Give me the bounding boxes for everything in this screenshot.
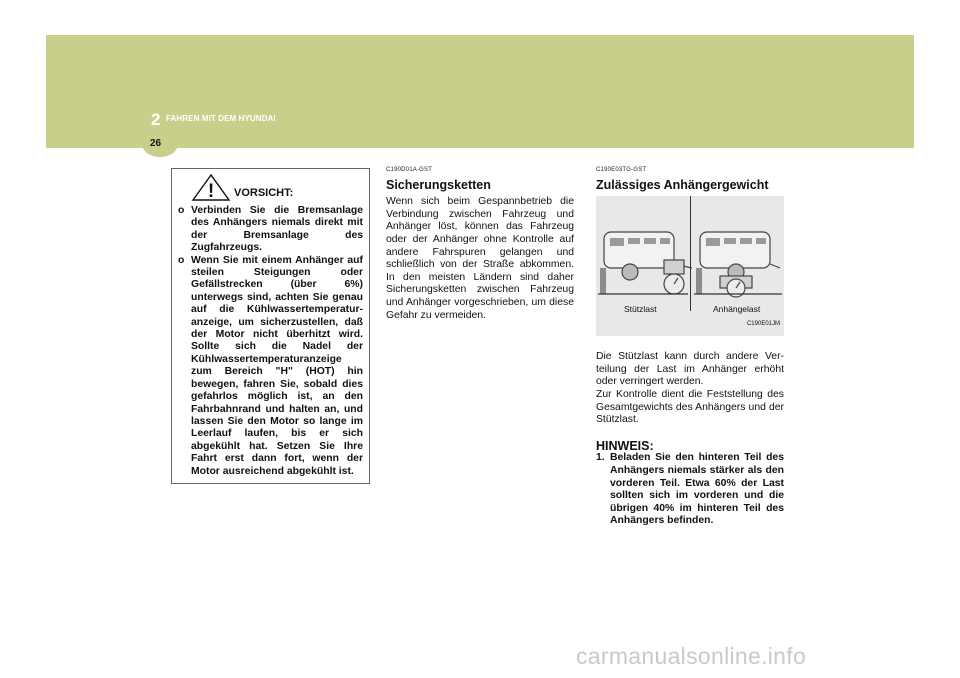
figure-code: C190E01JM [746, 320, 780, 327]
note-list [596, 452, 784, 528]
trailer-load-illustration [596, 196, 784, 336]
figure-divider [690, 196, 691, 311]
warning-header [178, 175, 363, 205]
warning-item [178, 205, 363, 255]
trailer-weight-label: Anhängelast [713, 304, 761, 315]
section-title: Sicherungsketten [386, 177, 491, 192]
warning-bullet: o [178, 254, 185, 266]
warning-symbol: ! [207, 181, 215, 201]
warning-item [178, 255, 363, 478]
header-band [46, 35, 914, 148]
warning-list [178, 205, 363, 478]
weight-body-2: Zur Kontrolle dient die Feststellung des Gesamtgewichts des Anhängers und der Stützlast. [596, 388, 784, 426]
chapter-number: 2 [151, 110, 161, 129]
warning-bullet: o [178, 205, 185, 216]
warning-triangle-icon [191, 173, 231, 201]
section-body: Wenn sich beim Gespannbetrieb die Verbindung zwischen Fahrzeug und Anhänger löst, können das Fahrzeug oder der Anhänger ohne Kontrolle auf andere Fahrspuren gelangen und schließlich von der Straße abkommen. In den meisten Ländern sind daher Sicherungsketten zwischen Fahrzeug und Anhänger vorgeschrieben, um diese Gefahr zu vermeiden. [386, 196, 574, 321]
note-bullet: 1. [596, 452, 605, 464]
page-number: 26 [150, 138, 162, 149]
section-code: C190D01A-GST [386, 167, 433, 173]
warning-text: Verbinden Sie die Bremsanlage des Anhängers niemals direkt mit der Bremsanlage des Zugfahrzeugs. [191, 205, 363, 254]
section-title: Zulässiges Anhängergewicht [596, 177, 769, 192]
section-code: C190E03TG-GST [596, 167, 647, 173]
tongue-weight-label: Stützlast [624, 304, 657, 315]
chapter-title: FAHREN MIT DEM HYUNDAI [166, 114, 276, 123]
note-item [596, 452, 784, 528]
warning-text: Wenn Sie mit einem Anhänger auf steilen Steigungen oder Gefällstrecken (über 6%) unterwegs sind, achten Sie genau auf die Kühlwassertemperatur-anzeige, um sicherzustellen, daß der Motor nicht überhitzt wird. Sollte sich die Nadel der Kühlwassertemperaturanzeige zum Bereich "H" (HOT) hin bewegen, fahren Sie, sobald dies gefahrlos möglich ist, an den Fahrbahnrand und halten an, und lassen Sie den Motor so lange im Leerlauf laufen, bis er sich abgekühlt hat. Setzen Sie Ihre Fahrt erst dann fort, wenn der Motor ausreichend abgekühlt ist. [191, 254, 363, 477]
safety-chains-section [386, 164, 574, 322]
warning-box [171, 168, 370, 484]
warning-title: VORSICHT: [234, 187, 294, 199]
trailer-weight-section [596, 164, 784, 528]
note-title: HINWEIS: [596, 438, 654, 453]
watermark: carmanualsonline.info [576, 643, 807, 669]
weight-body-1: Die Stützlast kann durch andere Ver-teilung der Last im Anhänger erhöht oder verringert werden. [596, 351, 784, 388]
note-text: Beladen Sie den hinteren Teil des Anhängers niemals stärker als den vorderen Teil. Etwa 60% der Last sollten sich im vorderen und die übrigen 40% im hinteren Teil des Anhängers befinden. [610, 452, 784, 527]
